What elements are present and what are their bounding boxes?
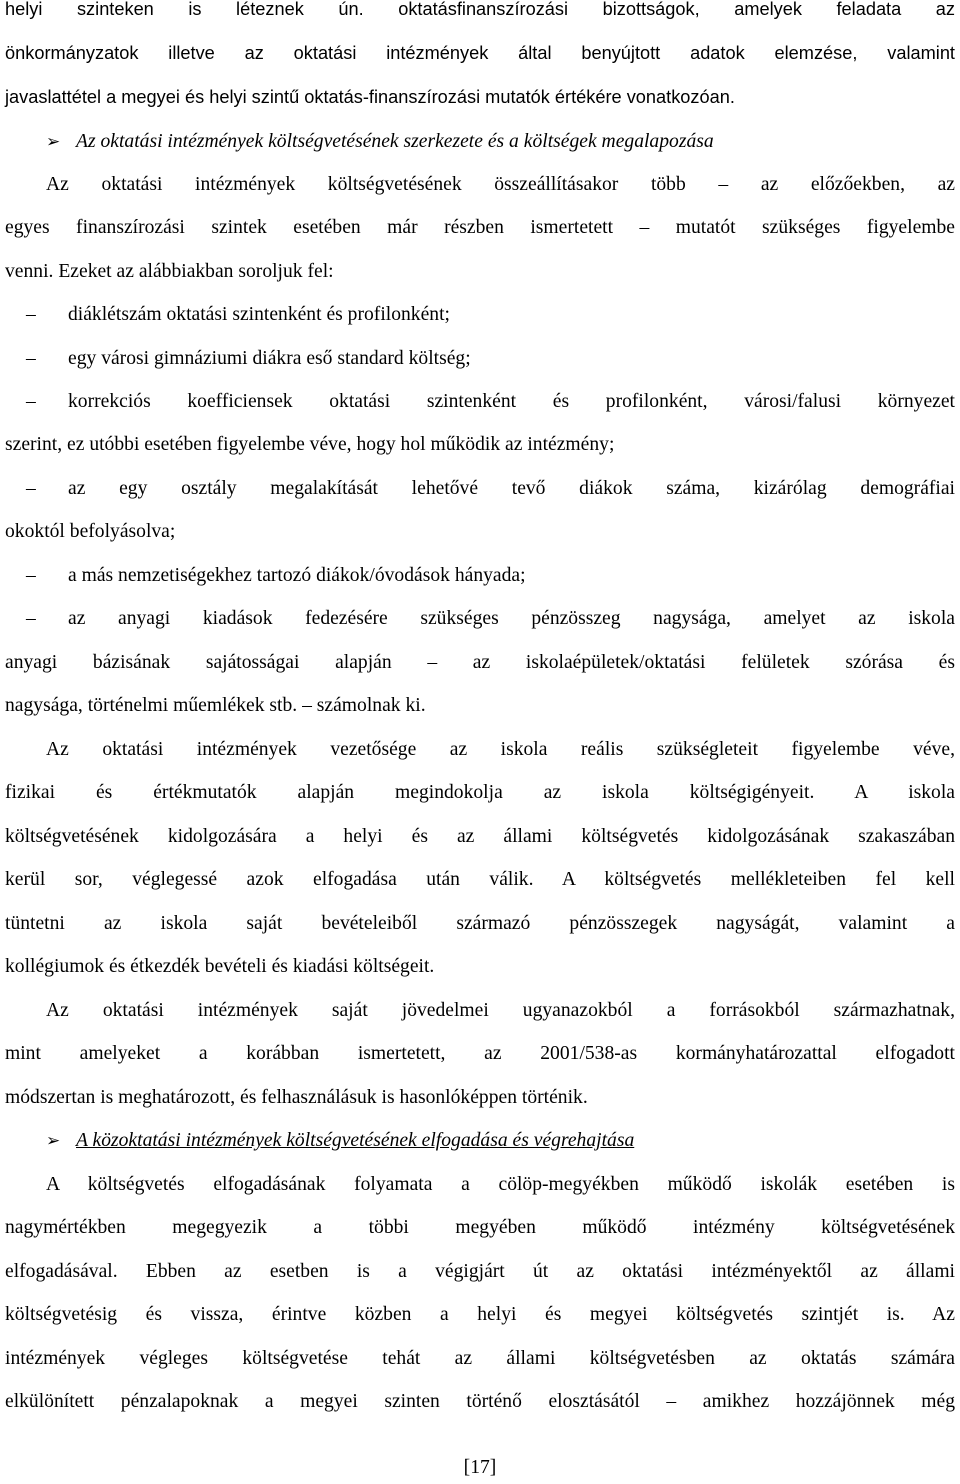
dash-bullet: – bbox=[26, 608, 36, 629]
text-line: költségvetésig és vissza, érintve közben a helyi és megyei költségvetés szintjét is. Az bbox=[5, 1304, 955, 1325]
list-item bbox=[26, 347, 955, 371]
list-item-text: diáklétszám oktatási szintenként és profilonként; bbox=[68, 304, 450, 325]
paragraph-first-line: Az oktatási intézmények vezetősége az iskola reális szükségleteit figyelembe véve, bbox=[46, 739, 955, 760]
text-line: mint amelyeket a korábban ismertetett, az 2001/538-as kormányhatározattal elfogadott bbox=[5, 1043, 955, 1064]
section-heading bbox=[46, 130, 955, 154]
section-heading-text: Az oktatási intézmények költségvetésének szerkezete és a költségek megalapozása bbox=[76, 131, 714, 152]
list-item-text: az anyagi kiadások fedezésére szükséges pénzösszeg nagysága, amelyet az iskola bbox=[68, 608, 955, 629]
dash-bullet: – bbox=[26, 565, 36, 586]
dash-bullet: – bbox=[26, 304, 36, 325]
text-line: önkormányzatok illetve az oktatási intézmények által benyújtott adatok elemzése, valamint bbox=[5, 43, 955, 63]
section-heading-text: A közoktatási intézmények költségvetésének elfogadása és végrehajtása bbox=[76, 1130, 635, 1151]
text-line: szerint, ez utóbbi esetében figyelembe véve, hogy hol működik az intézmény; bbox=[5, 434, 615, 455]
dash-bullet: – bbox=[26, 391, 36, 412]
list-item-text: egy városi gimnáziumi diákra eső standard költség; bbox=[68, 348, 471, 369]
text-line: egyes finanszírozási szintek esetében már részben ismertetett – mutatót szükséges figyelembe bbox=[5, 217, 955, 238]
list-item-text: az egy osztály megalakítását lehetővé tevő diákok száma, kizárólag demográfiai bbox=[68, 478, 955, 499]
text-line: kerül sor, véglegessé azok elfogadása után válik. A költségvetés mellékleteiben fel kell bbox=[5, 869, 955, 890]
text-line: venni. Ezeket az alábbiakban soroljuk fel: bbox=[5, 261, 334, 282]
text-line: elkülönített pénzalapoknak a megyei szinten történő elosztásától – amikhez hozzájönnek még bbox=[5, 1391, 955, 1412]
text-line: intézmények végleges költségvetése tehát az állami költségvetésben az oktatás számára bbox=[5, 1348, 955, 1369]
list-item bbox=[26, 607, 955, 631]
text-line: költségvetésének kidolgozására a helyi és az állami költségvetés kidolgozásának szakaszában bbox=[5, 826, 955, 847]
section-heading bbox=[46, 1129, 955, 1153]
text-line: anyagi bázisának sajátosságai alapján – az iskolaépületek/oktatási felületek szórása és bbox=[5, 652, 955, 673]
page-number: [17] bbox=[463, 1457, 497, 1478]
text-line: nagymértékben megegyezik a többi megyében működő intézmény költségvetésének bbox=[5, 1217, 955, 1238]
text-line: helyi szinteken is léteznek ún. oktatásfinanszírozási bizottságok, amelyek feladata az bbox=[5, 0, 955, 19]
text-line: fizikai és értékmutatók alapján megindokolja az iskola költségigényeit. A iskola bbox=[5, 782, 955, 803]
paragraph-first-line: A költségvetés elfogadásának folyamata a cölöp-megyékben működő iskolák esetében is bbox=[46, 1174, 955, 1195]
list-item-text: korrekciós koefficiensek oktatási szintenként és profilonként, városi/falusi környezet bbox=[68, 391, 955, 412]
paragraph-first-line: Az oktatási intézmények saját jövedelmei ugyanazokból a forrásokból származhatnak, bbox=[46, 1000, 955, 1021]
list-item bbox=[26, 303, 955, 327]
text-line: módszertan is meghatározott, és felhasználásuk is hasonlóképpen történik. bbox=[5, 1087, 588, 1108]
text-line: nagysága, történelmi műemlékek stb. – számolnak ki. bbox=[5, 695, 426, 716]
dash-bullet: – bbox=[26, 348, 36, 369]
text-line: javaslattétel a megyei és helyi szintű oktatás-finanszírozási mutatók értékére vonatkozóan. bbox=[5, 87, 735, 107]
list-item bbox=[26, 390, 955, 414]
list-item bbox=[26, 477, 955, 501]
text-line: elfogadásával. Ebben az esetben is a végigjárt út az oktatási intézményektől az állami bbox=[5, 1261, 955, 1282]
text-line: tüntetni az iskola saját bevételeiből származó pénzösszegek nagyságát, valamint a bbox=[5, 913, 955, 934]
paragraph-first-line: Az oktatási intézmények költségvetésének összeállításakor több – az előzőekben, az bbox=[46, 174, 955, 195]
list-item-text: a más nemzetiségekhez tartozó diákok/óvodások hányada; bbox=[68, 565, 526, 586]
list-item bbox=[26, 564, 955, 588]
arrow-bullet-icon: ➢ bbox=[46, 132, 61, 152]
text-line: kollégiumok és étkezdék bevételi és kiadási költségeit. bbox=[5, 956, 435, 977]
text-line: okoktól befolyásolva; bbox=[5, 521, 176, 542]
dash-bullet: – bbox=[26, 478, 36, 499]
arrow-bullet-icon: ➢ bbox=[46, 1131, 61, 1151]
